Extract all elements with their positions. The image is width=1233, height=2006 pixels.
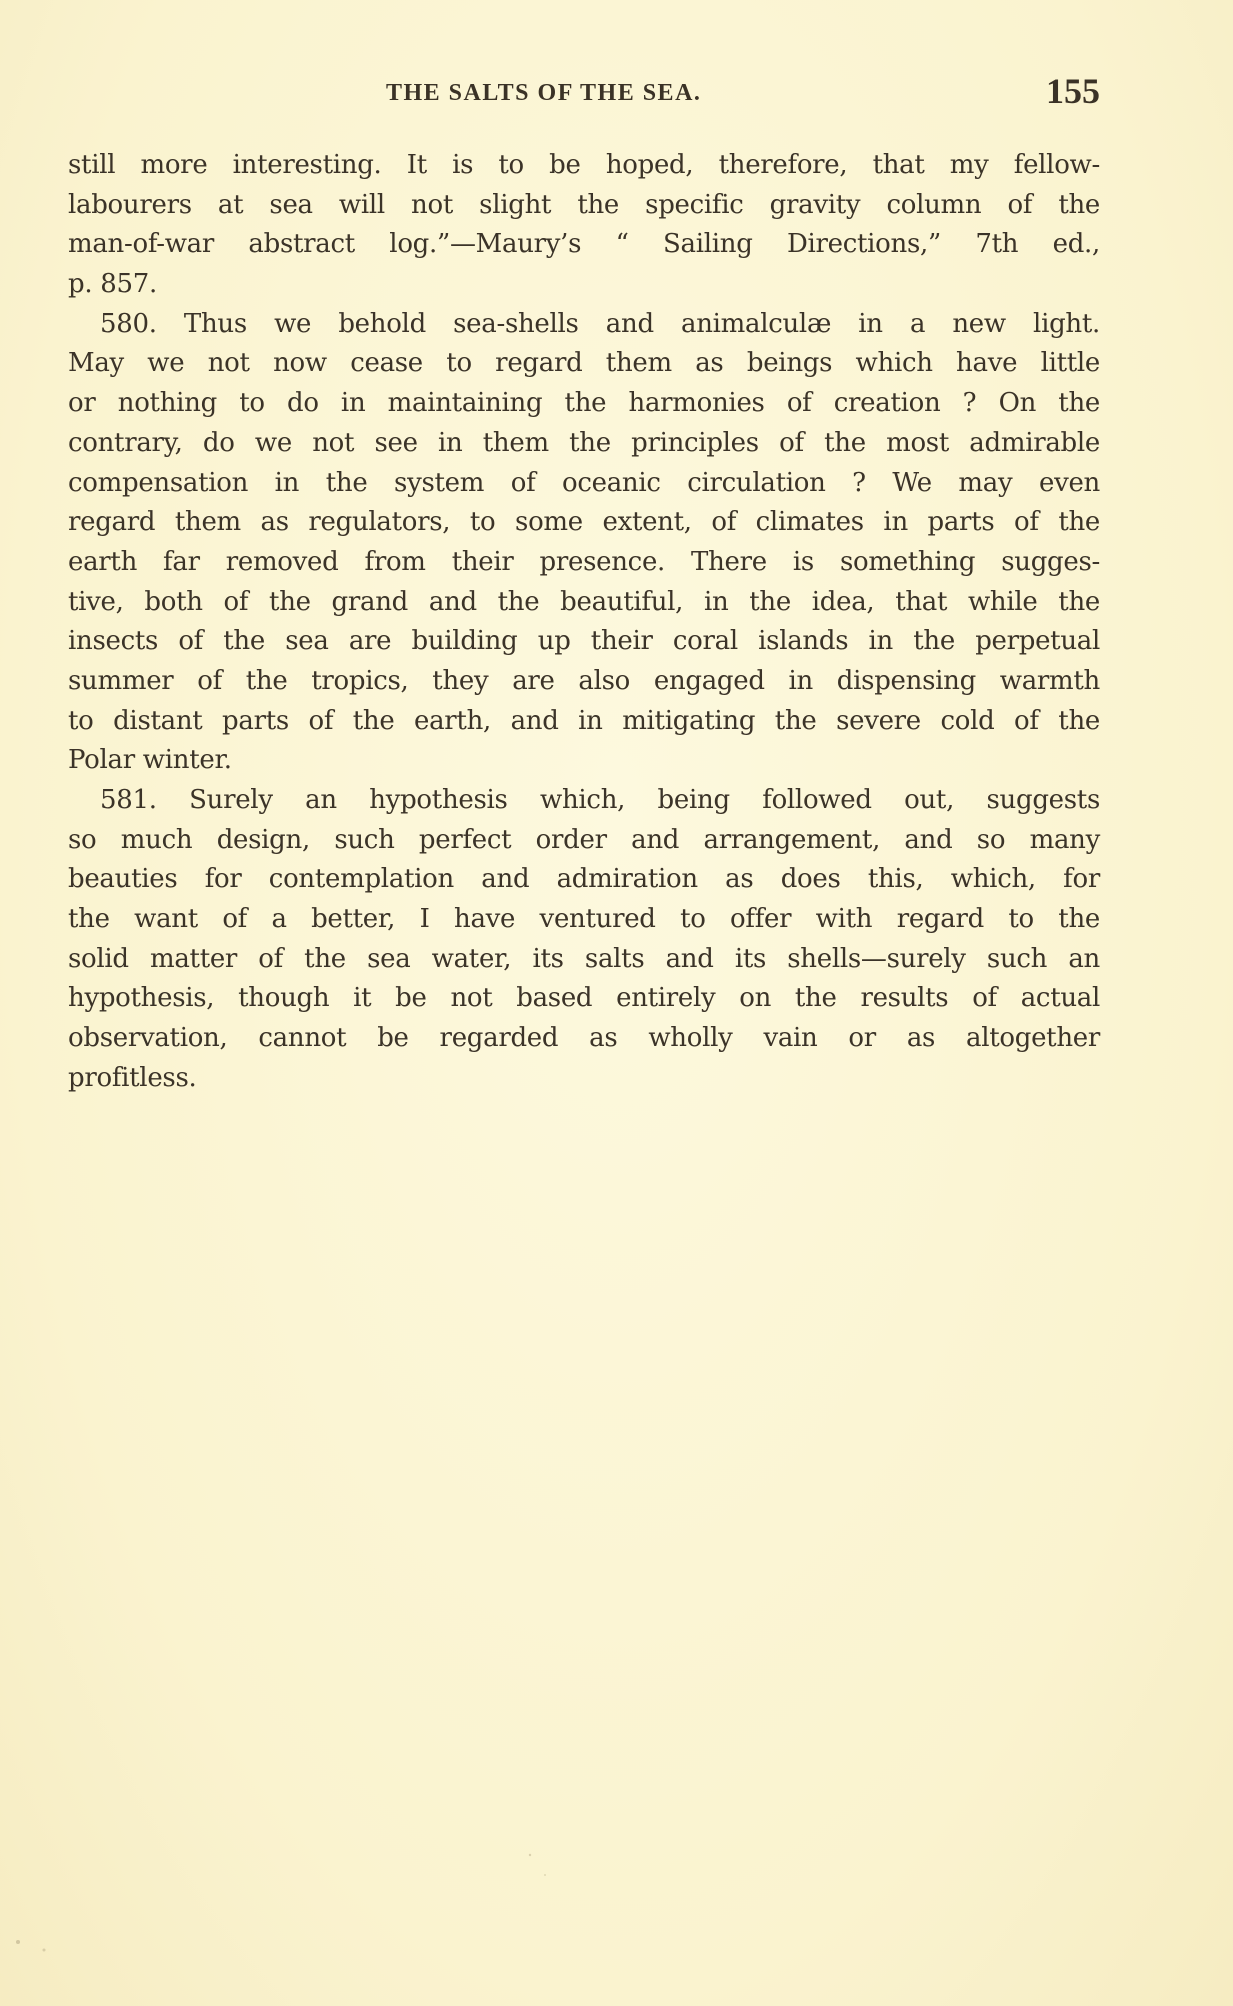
text-line: compensation in the system of oceanic circulation ? We may even xyxy=(68,467,1100,498)
running-head xyxy=(66,71,1100,114)
text-line: earth far removed from their presence. There is something sugges- xyxy=(68,546,1100,577)
text-line: to distant parts of the earth, and in mitigating the severe cold of the xyxy=(68,705,1100,736)
text-line: so much design, such perfect order and arrangement, and so many xyxy=(68,824,1100,855)
text-line: 580. Thus we behold sea-shells and animalculæ in a new light. xyxy=(100,308,1100,339)
text-line: hypothesis, though it be not based entirely on the results of actual xyxy=(68,983,1100,1014)
running-title: THE SALTS OF THE SEA. xyxy=(386,80,702,106)
text-line: May we not now cease to regard them as beings which have little xyxy=(68,348,1100,379)
text-line: insects of the sea are building up their coral islands in the perpetual xyxy=(68,626,1100,657)
paragraph-581 xyxy=(68,781,1100,1099)
text-line: solid matter of the sea water, its salts and its shells—surely such an xyxy=(68,943,1100,974)
text-line: beauties for contemplation and admiration as does this, which, for xyxy=(68,864,1100,895)
text-line: or nothing to do in maintaining the harmonies of creation ? On the xyxy=(68,388,1100,419)
text-line: still more interesting. It is to be hoped, therefore, that my fellow- xyxy=(68,150,1100,180)
text-line: tive, both of the grand and the beautiful, in the idea, that while the xyxy=(68,586,1100,617)
text-line: 581. Surely an hypothesis which, being followed out, suggests xyxy=(100,785,1100,815)
paragraph-580 xyxy=(68,305,1100,781)
text-line: contrary, do we not see in them the principles of the most admirable xyxy=(68,427,1100,458)
text-line: the want of a better, I have ventured to offer with regard to the xyxy=(68,904,1100,935)
text-line: observation, cannot be regarded as wholly vain or as altogether xyxy=(68,1023,1100,1054)
paragraph-continuation xyxy=(68,146,1100,305)
text-line: p. 857. xyxy=(68,269,157,300)
body-text xyxy=(68,146,1100,1099)
text-line: regard them as regulators, to some extent, of climates in parts of the xyxy=(68,507,1100,538)
text-line: labourers at sea will not slight the specific gravity column of the xyxy=(68,189,1100,220)
text-line: profitless. xyxy=(68,1062,197,1093)
text-line: man-of-war abstract log.”—Maury’s “ Sailing Directions,” 7th ed., xyxy=(68,229,1100,260)
page-number: 155 xyxy=(1046,71,1100,111)
text-line: Polar winter. xyxy=(68,745,232,776)
text-line: summer of the tropics, they are also engaged in dispensing warmth xyxy=(68,665,1100,696)
